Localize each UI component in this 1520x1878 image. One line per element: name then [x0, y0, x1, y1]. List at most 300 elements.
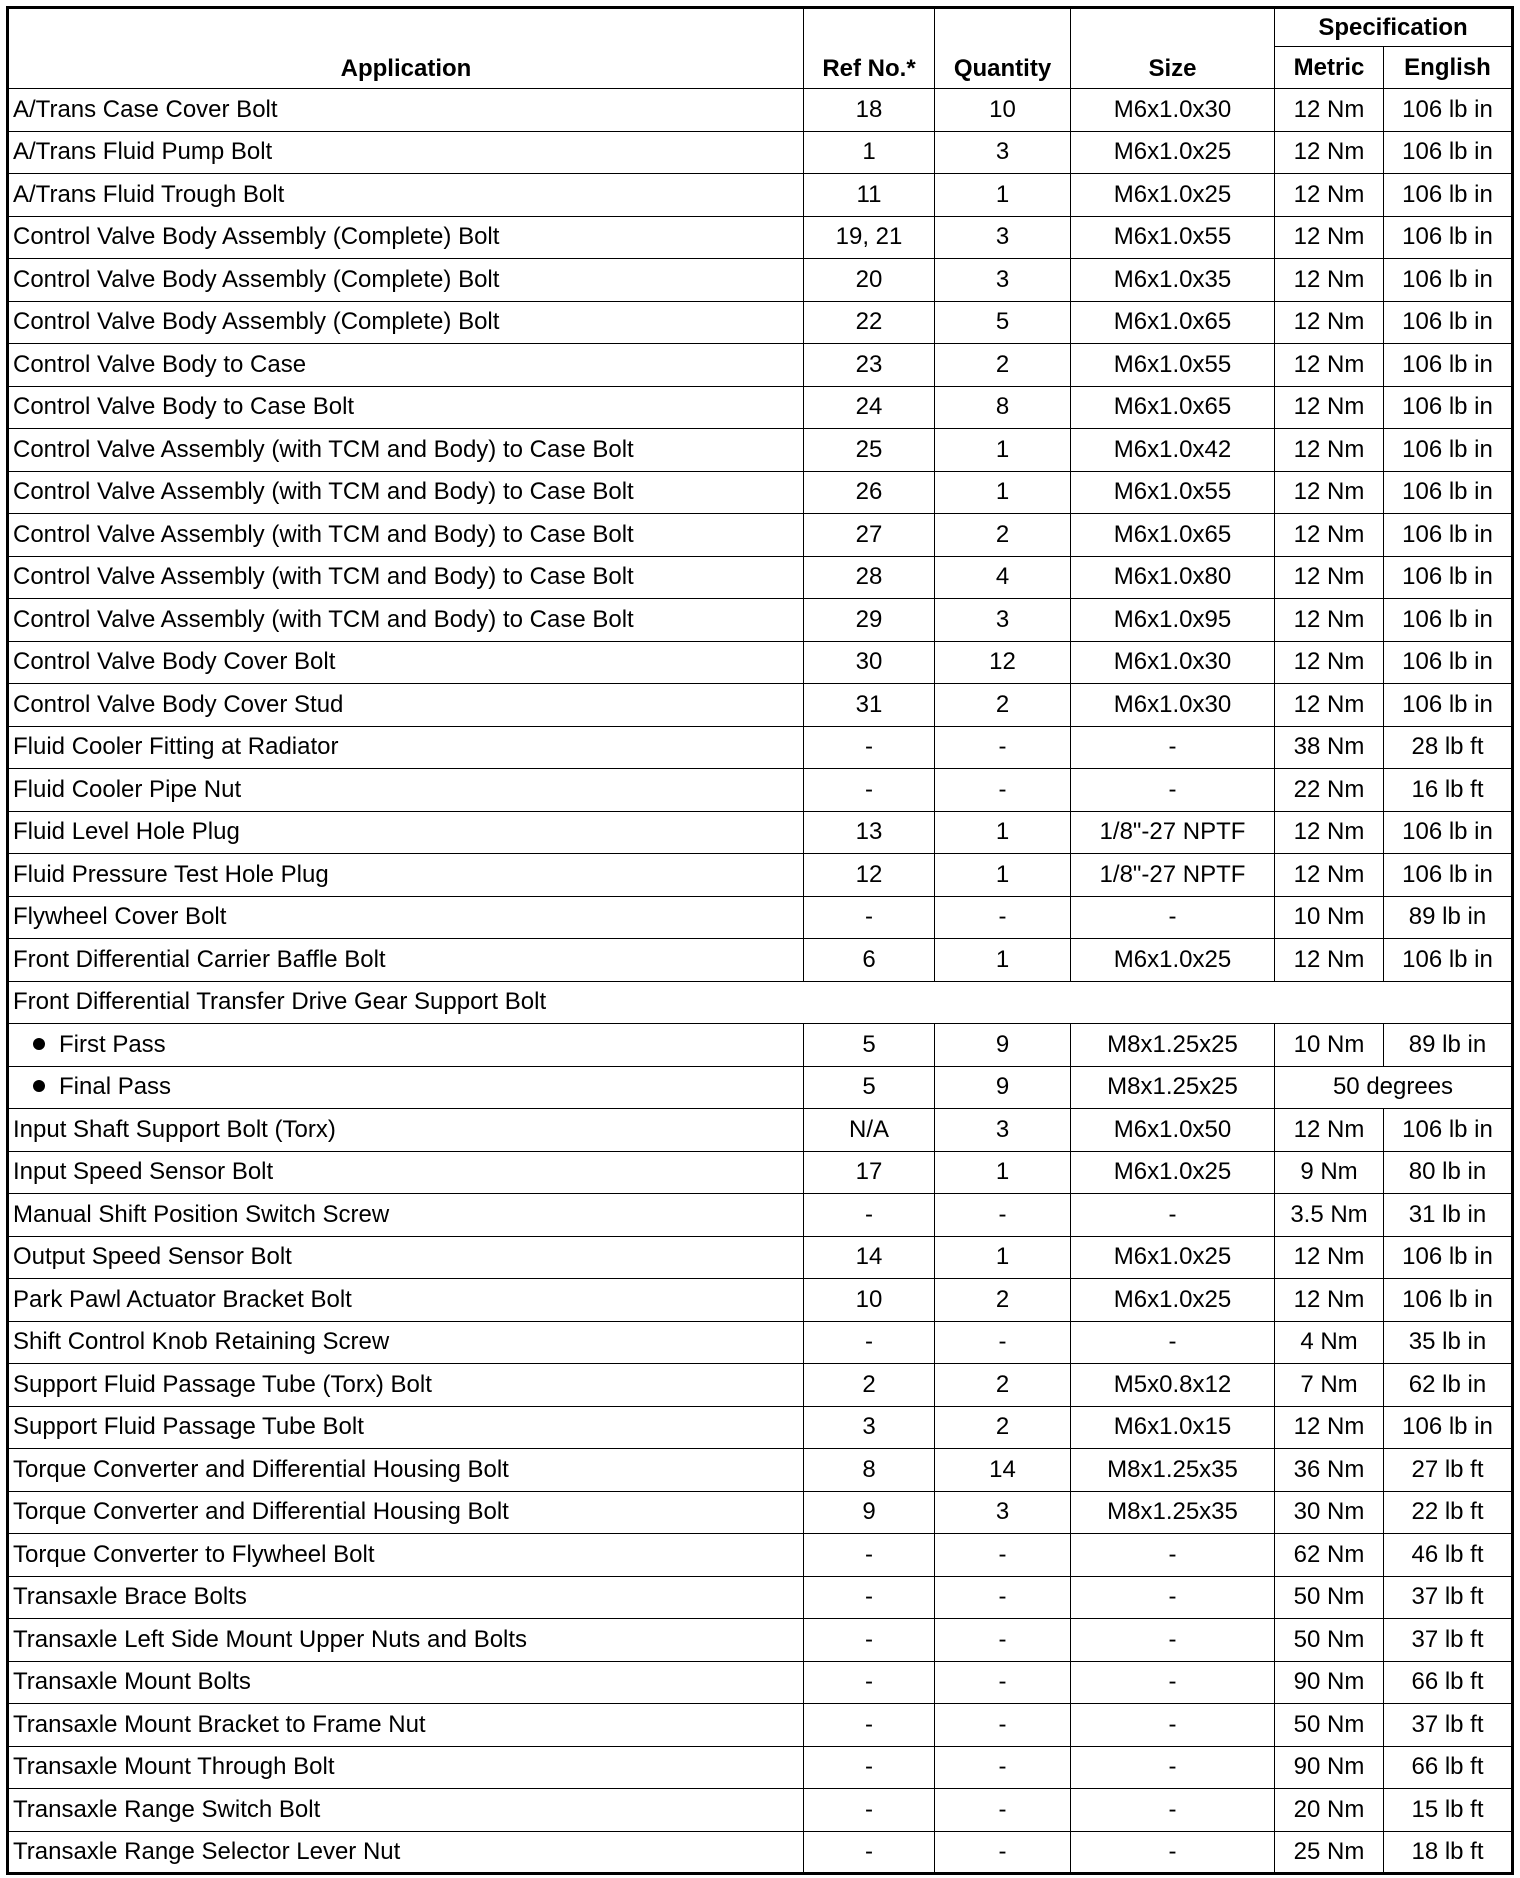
english-cell: 106 lb in	[1384, 1109, 1513, 1152]
ref-no-cell: 2	[804, 1364, 935, 1407]
quantity-cell: 3	[935, 1109, 1071, 1152]
ref-no-cell: -	[804, 726, 935, 769]
size-cell: -	[1071, 1321, 1275, 1364]
ref-no-cell: 10	[804, 1279, 935, 1322]
application-cell: Control Valve Assembly (with TCM and Body) to Case Bolt	[8, 556, 804, 599]
quantity-cell: 10	[935, 89, 1071, 132]
application-cell: Transaxle Mount Bracket to Frame Nut	[8, 1704, 804, 1747]
metric-cell: 10 Nm	[1275, 1024, 1384, 1067]
size-cell: -	[1071, 726, 1275, 769]
bullet-icon	[33, 1038, 45, 1050]
quantity-cell: -	[935, 1789, 1071, 1832]
quantity-cell: -	[935, 1576, 1071, 1619]
metric-cell: 7 Nm	[1275, 1364, 1384, 1407]
metric-cell: 12 Nm	[1275, 89, 1384, 132]
quantity-cell: 2	[935, 344, 1071, 387]
table-row	[8, 556, 1513, 599]
bullet-icon	[33, 1080, 45, 1092]
application-cell: Front Differential Carrier Baffle Bolt	[8, 939, 804, 982]
metric-cell: 10 Nm	[1275, 896, 1384, 939]
quantity-cell: -	[935, 1704, 1071, 1747]
metric-cell: 9 Nm	[1275, 1151, 1384, 1194]
metric-cell: 36 Nm	[1275, 1449, 1384, 1492]
metric-cell: 12 Nm	[1275, 684, 1384, 727]
application-cell: Output Speed Sensor Bolt	[8, 1236, 804, 1279]
ref-no-cell: 17	[804, 1151, 935, 1194]
header-specification: Specification	[1275, 8, 1513, 47]
metric-cell: 90 Nm	[1275, 1746, 1384, 1789]
english-cell: 18 lb ft	[1384, 1831, 1513, 1874]
size-cell: M6x1.0x35	[1071, 259, 1275, 302]
ref-no-cell: 5	[804, 1066, 935, 1109]
application-cell: Fluid Pressure Test Hole Plug	[8, 854, 804, 897]
english-cell: 106 lb in	[1384, 344, 1513, 387]
table-row	[8, 854, 1513, 897]
quantity-cell: 3	[935, 259, 1071, 302]
english-cell: 46 lb ft	[1384, 1534, 1513, 1577]
application-cell: Control Valve Body Cover Bolt	[8, 641, 804, 684]
table-row	[8, 1151, 1513, 1194]
size-cell: M6x1.0x30	[1071, 641, 1275, 684]
ref-no-cell: 27	[804, 514, 935, 557]
ref-no-cell: -	[804, 1576, 935, 1619]
ref-no-cell: 29	[804, 599, 935, 642]
table-row	[8, 1704, 1513, 1747]
application-cell: Transaxle Range Switch Bolt	[8, 1789, 804, 1832]
size-cell: M6x1.0x55	[1071, 471, 1275, 514]
table-row	[8, 1406, 1513, 1449]
quantity-cell: -	[935, 896, 1071, 939]
english-cell: 89 lb in	[1384, 1024, 1513, 1067]
ref-no-cell: -	[804, 1321, 935, 1364]
table-row	[8, 1024, 1513, 1067]
size-cell: -	[1071, 1194, 1275, 1237]
quantity-cell: -	[935, 769, 1071, 812]
application-cell: Control Valve Body Assembly (Complete) Bolt	[8, 216, 804, 259]
ref-no-cell: N/A	[804, 1109, 935, 1152]
size-cell: M6x1.0x50	[1071, 1109, 1275, 1152]
ref-no-cell: -	[804, 769, 935, 812]
ref-no-cell: -	[804, 1661, 935, 1704]
quantity-cell: 5	[935, 301, 1071, 344]
size-cell: -	[1071, 769, 1275, 812]
application-cell: Fluid Level Hole Plug	[8, 811, 804, 854]
quantity-cell: 1	[935, 471, 1071, 514]
application-cell: Flywheel Cover Bolt	[8, 896, 804, 939]
header-size: Size	[1071, 8, 1275, 89]
metric-cell: 12 Nm	[1275, 811, 1384, 854]
quantity-cell: 2	[935, 514, 1071, 557]
size-cell: M6x1.0x30	[1071, 89, 1275, 132]
ref-no-cell: 24	[804, 386, 935, 429]
english-cell: 106 lb in	[1384, 599, 1513, 642]
application-cell: Control Valve Body Assembly (Complete) Bolt	[8, 301, 804, 344]
ref-no-cell: 3	[804, 1406, 935, 1449]
english-cell: 106 lb in	[1384, 1406, 1513, 1449]
application-cell: Transaxle Mount Through Bolt	[8, 1746, 804, 1789]
metric-cell: 12 Nm	[1275, 386, 1384, 429]
application-cell: Control Valve Body to Case	[8, 344, 804, 387]
table-row	[8, 726, 1513, 769]
metric-cell: 50 Nm	[1275, 1576, 1384, 1619]
size-cell: -	[1071, 1534, 1275, 1577]
table-row	[8, 896, 1513, 939]
size-cell: M6x1.0x80	[1071, 556, 1275, 599]
table-row	[8, 1491, 1513, 1534]
application-cell	[8, 1024, 804, 1067]
table-row	[8, 216, 1513, 259]
metric-cell: 50 Nm	[1275, 1619, 1384, 1662]
quantity-cell: -	[935, 1661, 1071, 1704]
size-cell: -	[1071, 1789, 1275, 1832]
size-cell: -	[1071, 1619, 1275, 1662]
metric-cell: 20 Nm	[1275, 1789, 1384, 1832]
size-cell: M6x1.0x95	[1071, 599, 1275, 642]
application-cell: Transaxle Range Selector Lever Nut	[8, 1831, 804, 1874]
table-row	[8, 344, 1513, 387]
quantity-cell: 9	[935, 1024, 1071, 1067]
table-row	[8, 131, 1513, 174]
quantity-cell: 1	[935, 939, 1071, 982]
quantity-cell: 3	[935, 216, 1071, 259]
quantity-cell: -	[935, 1194, 1071, 1237]
table-row	[8, 769, 1513, 812]
table-row	[8, 981, 1513, 1024]
application-cell: A/Trans Fluid Pump Bolt	[8, 131, 804, 174]
table-row	[8, 1661, 1513, 1704]
quantity-cell: 8	[935, 386, 1071, 429]
english-cell: 106 lb in	[1384, 1236, 1513, 1279]
english-cell: 62 lb in	[1384, 1364, 1513, 1407]
english-cell: 106 lb in	[1384, 811, 1513, 854]
table-row	[8, 429, 1513, 472]
size-cell: -	[1071, 1661, 1275, 1704]
ref-no-cell: 1	[804, 131, 935, 174]
application-cell: Support Fluid Passage Tube (Torx) Bolt	[8, 1364, 804, 1407]
ref-no-cell: -	[804, 1619, 935, 1662]
metric-cell: 12 Nm	[1275, 344, 1384, 387]
metric-cell: 12 Nm	[1275, 471, 1384, 514]
ref-no-cell: 31	[804, 684, 935, 727]
english-cell: 106 lb in	[1384, 556, 1513, 599]
quantity-cell: 1	[935, 1151, 1071, 1194]
metric-cell: 38 Nm	[1275, 726, 1384, 769]
ref-no-cell: 6	[804, 939, 935, 982]
table-row	[8, 684, 1513, 727]
metric-cell: 12 Nm	[1275, 641, 1384, 684]
table-row	[8, 1534, 1513, 1577]
quantity-cell: 2	[935, 1279, 1071, 1322]
ref-no-cell: 18	[804, 89, 935, 132]
ref-no-cell: 12	[804, 854, 935, 897]
table-body	[8, 89, 1513, 1874]
english-cell: 106 lb in	[1384, 429, 1513, 472]
quantity-cell: -	[935, 1746, 1071, 1789]
application-cell: A/Trans Case Cover Bolt	[8, 89, 804, 132]
size-cell: M6x1.0x25	[1071, 174, 1275, 217]
quantity-cell: 2	[935, 1364, 1071, 1407]
quantity-cell: 1	[935, 429, 1071, 472]
metric-cell: 12 Nm	[1275, 174, 1384, 217]
quantity-cell: 3	[935, 131, 1071, 174]
english-cell: 106 lb in	[1384, 641, 1513, 684]
table-row	[8, 1619, 1513, 1662]
header-application: Application	[8, 8, 804, 89]
english-cell: 106 lb in	[1384, 684, 1513, 727]
quantity-cell: 3	[935, 1491, 1071, 1534]
ref-no-cell: 8	[804, 1449, 935, 1492]
header-quantity: Quantity	[935, 8, 1071, 89]
quantity-cell: 1	[935, 1236, 1071, 1279]
table-row	[8, 471, 1513, 514]
quantity-cell: -	[935, 1534, 1071, 1577]
table-row	[8, 514, 1513, 557]
ref-no-cell: -	[804, 1704, 935, 1747]
ref-no-cell: -	[804, 1831, 935, 1874]
application-cell: Control Valve Assembly (with TCM and Body) to Case Bolt	[8, 471, 804, 514]
english-cell: 37 lb ft	[1384, 1576, 1513, 1619]
english-cell: 106 lb in	[1384, 1279, 1513, 1322]
size-cell: M8x1.25x35	[1071, 1449, 1275, 1492]
english-cell: 37 lb ft	[1384, 1619, 1513, 1662]
quantity-cell: 2	[935, 684, 1071, 727]
size-cell: M6x1.0x25	[1071, 1236, 1275, 1279]
application-cell: Support Fluid Passage Tube Bolt	[8, 1406, 804, 1449]
application-cell: Park Pawl Actuator Bracket Bolt	[8, 1279, 804, 1322]
header-metric: Metric	[1275, 47, 1384, 89]
size-cell: M6x1.0x25	[1071, 131, 1275, 174]
size-cell: M6x1.0x25	[1071, 1151, 1275, 1194]
application-cell: Manual Shift Position Switch Screw	[8, 1194, 804, 1237]
metric-cell: 12 Nm	[1275, 1109, 1384, 1152]
english-cell: 106 lb in	[1384, 89, 1513, 132]
english-cell: 106 lb in	[1384, 471, 1513, 514]
metric-cell: 90 Nm	[1275, 1661, 1384, 1704]
english-cell: 80 lb in	[1384, 1151, 1513, 1194]
english-cell: 89 lb in	[1384, 896, 1513, 939]
table-row	[8, 259, 1513, 302]
application-cell: Transaxle Brace Bolts	[8, 1576, 804, 1619]
ref-no-cell: -	[804, 1789, 935, 1832]
size-cell: M8x1.25x25	[1071, 1066, 1275, 1109]
application-cell: Control Valve Body to Case Bolt	[8, 386, 804, 429]
table-row	[8, 1321, 1513, 1364]
quantity-cell: -	[935, 726, 1071, 769]
size-cell: -	[1071, 1746, 1275, 1789]
quantity-cell: -	[935, 1831, 1071, 1874]
english-cell: 106 lb in	[1384, 131, 1513, 174]
metric-cell: 50 Nm	[1275, 1704, 1384, 1747]
application-cell: Torque Converter to Flywheel Bolt	[8, 1534, 804, 1577]
english-cell: 28 lb ft	[1384, 726, 1513, 769]
ref-no-cell: 23	[804, 344, 935, 387]
size-cell: -	[1071, 1576, 1275, 1619]
ref-no-cell: 20	[804, 259, 935, 302]
size-cell: 1/8"-27 NPTF	[1071, 811, 1275, 854]
application-cell: Control Valve Assembly (with TCM and Body) to Case Bolt	[8, 599, 804, 642]
size-cell: M6x1.0x25	[1071, 1279, 1275, 1322]
ref-no-cell: 14	[804, 1236, 935, 1279]
table-row	[8, 174, 1513, 217]
english-cell: 106 lb in	[1384, 174, 1513, 217]
english-cell: 106 lb in	[1384, 514, 1513, 557]
size-cell: M6x1.0x55	[1071, 344, 1275, 387]
table-row	[8, 1279, 1513, 1322]
quantity-cell: 12	[935, 641, 1071, 684]
ref-no-cell: 26	[804, 471, 935, 514]
quantity-cell: 1	[935, 174, 1071, 217]
metric-cell: 12 Nm	[1275, 216, 1384, 259]
size-cell: M6x1.0x30	[1071, 684, 1275, 727]
ref-no-cell: -	[804, 896, 935, 939]
ref-no-cell: -	[804, 1534, 935, 1577]
english-cell: 27 lb ft	[1384, 1449, 1513, 1492]
quantity-cell: 1	[935, 811, 1071, 854]
english-cell: 15 lb ft	[1384, 1789, 1513, 1832]
table-row	[8, 1831, 1513, 1874]
metric-cell: 25 Nm	[1275, 1831, 1384, 1874]
metric-cell: 12 Nm	[1275, 259, 1384, 302]
english-cell: 106 lb in	[1384, 301, 1513, 344]
application-label: First Pass	[59, 1030, 166, 1058]
application-cell: Input Shaft Support Bolt (Torx)	[8, 1109, 804, 1152]
metric-cell: 30 Nm	[1275, 1491, 1384, 1534]
metric-cell: 3.5 Nm	[1275, 1194, 1384, 1237]
size-cell: 1/8"-27 NPTF	[1071, 854, 1275, 897]
application-cell: Fluid Cooler Fitting at Radiator	[8, 726, 804, 769]
metric-cell: 12 Nm	[1275, 599, 1384, 642]
english-cell: 31 lb in	[1384, 1194, 1513, 1237]
application-cell: Transaxle Left Side Mount Upper Nuts and Bolts	[8, 1619, 804, 1662]
size-cell: M6x1.0x65	[1071, 386, 1275, 429]
quantity-cell: -	[935, 1321, 1071, 1364]
table-row	[8, 1066, 1513, 1109]
table-row	[8, 1449, 1513, 1492]
quantity-cell: 2	[935, 1406, 1071, 1449]
metric-cell: 12 Nm	[1275, 429, 1384, 472]
application-cell: Input Speed Sensor Bolt	[8, 1151, 804, 1194]
ref-no-cell: 30	[804, 641, 935, 684]
table-row	[8, 386, 1513, 429]
size-cell: M6x1.0x65	[1071, 514, 1275, 557]
quantity-cell: 4	[935, 556, 1071, 599]
size-cell: -	[1071, 1704, 1275, 1747]
quantity-cell: 3	[935, 599, 1071, 642]
quantity-cell: 14	[935, 1449, 1071, 1492]
table-row	[8, 301, 1513, 344]
size-cell: M8x1.25x25	[1071, 1024, 1275, 1067]
metric-cell: 4 Nm	[1275, 1321, 1384, 1364]
application-cell: Control Valve Body Assembly (Complete) Bolt	[8, 259, 804, 302]
ref-no-cell: 11	[804, 174, 935, 217]
english-cell: 106 lb in	[1384, 259, 1513, 302]
application-cell: Front Differential Transfer Drive Gear Support Bolt	[8, 981, 1513, 1024]
size-cell: M6x1.0x65	[1071, 301, 1275, 344]
table-row	[8, 1109, 1513, 1152]
table-row	[8, 1236, 1513, 1279]
metric-cell: 12 Nm	[1275, 514, 1384, 557]
table-row	[8, 89, 1513, 132]
metric-cell: 12 Nm	[1275, 854, 1384, 897]
metric-cell: 22 Nm	[1275, 769, 1384, 812]
table-header	[8, 8, 1513, 89]
ref-no-cell: 28	[804, 556, 935, 599]
english-cell: 16 lb ft	[1384, 769, 1513, 812]
ref-no-cell: -	[804, 1194, 935, 1237]
application-cell	[8, 1066, 804, 1109]
metric-cell: 62 Nm	[1275, 1534, 1384, 1577]
english-cell: 22 lb ft	[1384, 1491, 1513, 1534]
size-cell: M6x1.0x15	[1071, 1406, 1275, 1449]
ref-no-cell: 13	[804, 811, 935, 854]
metric-cell: 12 Nm	[1275, 301, 1384, 344]
table-row	[8, 811, 1513, 854]
table-row	[8, 1364, 1513, 1407]
metric-cell: 12 Nm	[1275, 1279, 1384, 1322]
table-row	[8, 1576, 1513, 1619]
size-cell: -	[1071, 1831, 1275, 1874]
table-row	[8, 599, 1513, 642]
table-row	[8, 1194, 1513, 1237]
english-cell: 35 lb in	[1384, 1321, 1513, 1364]
ref-no-cell: 19, 21	[804, 216, 935, 259]
table-row	[8, 1789, 1513, 1832]
ref-no-cell: 5	[804, 1024, 935, 1067]
specification-cell: 50 degrees	[1275, 1066, 1513, 1109]
quantity-cell: -	[935, 1619, 1071, 1662]
application-cell: Shift Control Knob Retaining Screw	[8, 1321, 804, 1364]
application-cell: Torque Converter and Differential Housing Bolt	[8, 1449, 804, 1492]
application-label: Final Pass	[59, 1073, 172, 1101]
english-cell: 106 lb in	[1384, 939, 1513, 982]
english-cell: 106 lb in	[1384, 386, 1513, 429]
english-cell: 66 lb ft	[1384, 1746, 1513, 1789]
application-cell: Transaxle Mount Bolts	[8, 1661, 804, 1704]
size-cell: M5x0.8x12	[1071, 1364, 1275, 1407]
application-cell: Control Valve Assembly (with TCM and Body) to Case Bolt	[8, 429, 804, 472]
metric-cell: 12 Nm	[1275, 556, 1384, 599]
quantity-cell: 1	[935, 854, 1071, 897]
english-cell: 106 lb in	[1384, 216, 1513, 259]
ref-no-cell: 22	[804, 301, 935, 344]
metric-cell: 12 Nm	[1275, 1236, 1384, 1279]
size-cell: M6x1.0x42	[1071, 429, 1275, 472]
table-row	[8, 939, 1513, 982]
header-english: English	[1384, 47, 1513, 89]
table-row	[8, 641, 1513, 684]
english-cell: 37 lb ft	[1384, 1704, 1513, 1747]
english-cell: 106 lb in	[1384, 854, 1513, 897]
size-cell: M8x1.25x35	[1071, 1491, 1275, 1534]
application-cell: Control Valve Assembly (with TCM and Body) to Case Bolt	[8, 514, 804, 557]
application-cell: Torque Converter and Differential Housing Bolt	[8, 1491, 804, 1534]
application-cell: A/Trans Fluid Trough Bolt	[8, 174, 804, 217]
quantity-cell: 9	[935, 1066, 1071, 1109]
application-cell: Fluid Cooler Pipe Nut	[8, 769, 804, 812]
ref-no-cell: 9	[804, 1491, 935, 1534]
size-cell: M6x1.0x55	[1071, 216, 1275, 259]
application-cell: Control Valve Body Cover Stud	[8, 684, 804, 727]
fastener-torque-table	[6, 6, 1514, 1875]
size-cell: -	[1071, 896, 1275, 939]
metric-cell: 12 Nm	[1275, 1406, 1384, 1449]
size-cell: M6x1.0x25	[1071, 939, 1275, 982]
ref-no-cell: 25	[804, 429, 935, 472]
table-row	[8, 1746, 1513, 1789]
english-cell: 66 lb ft	[1384, 1661, 1513, 1704]
metric-cell: 12 Nm	[1275, 131, 1384, 174]
ref-no-cell: -	[804, 1746, 935, 1789]
